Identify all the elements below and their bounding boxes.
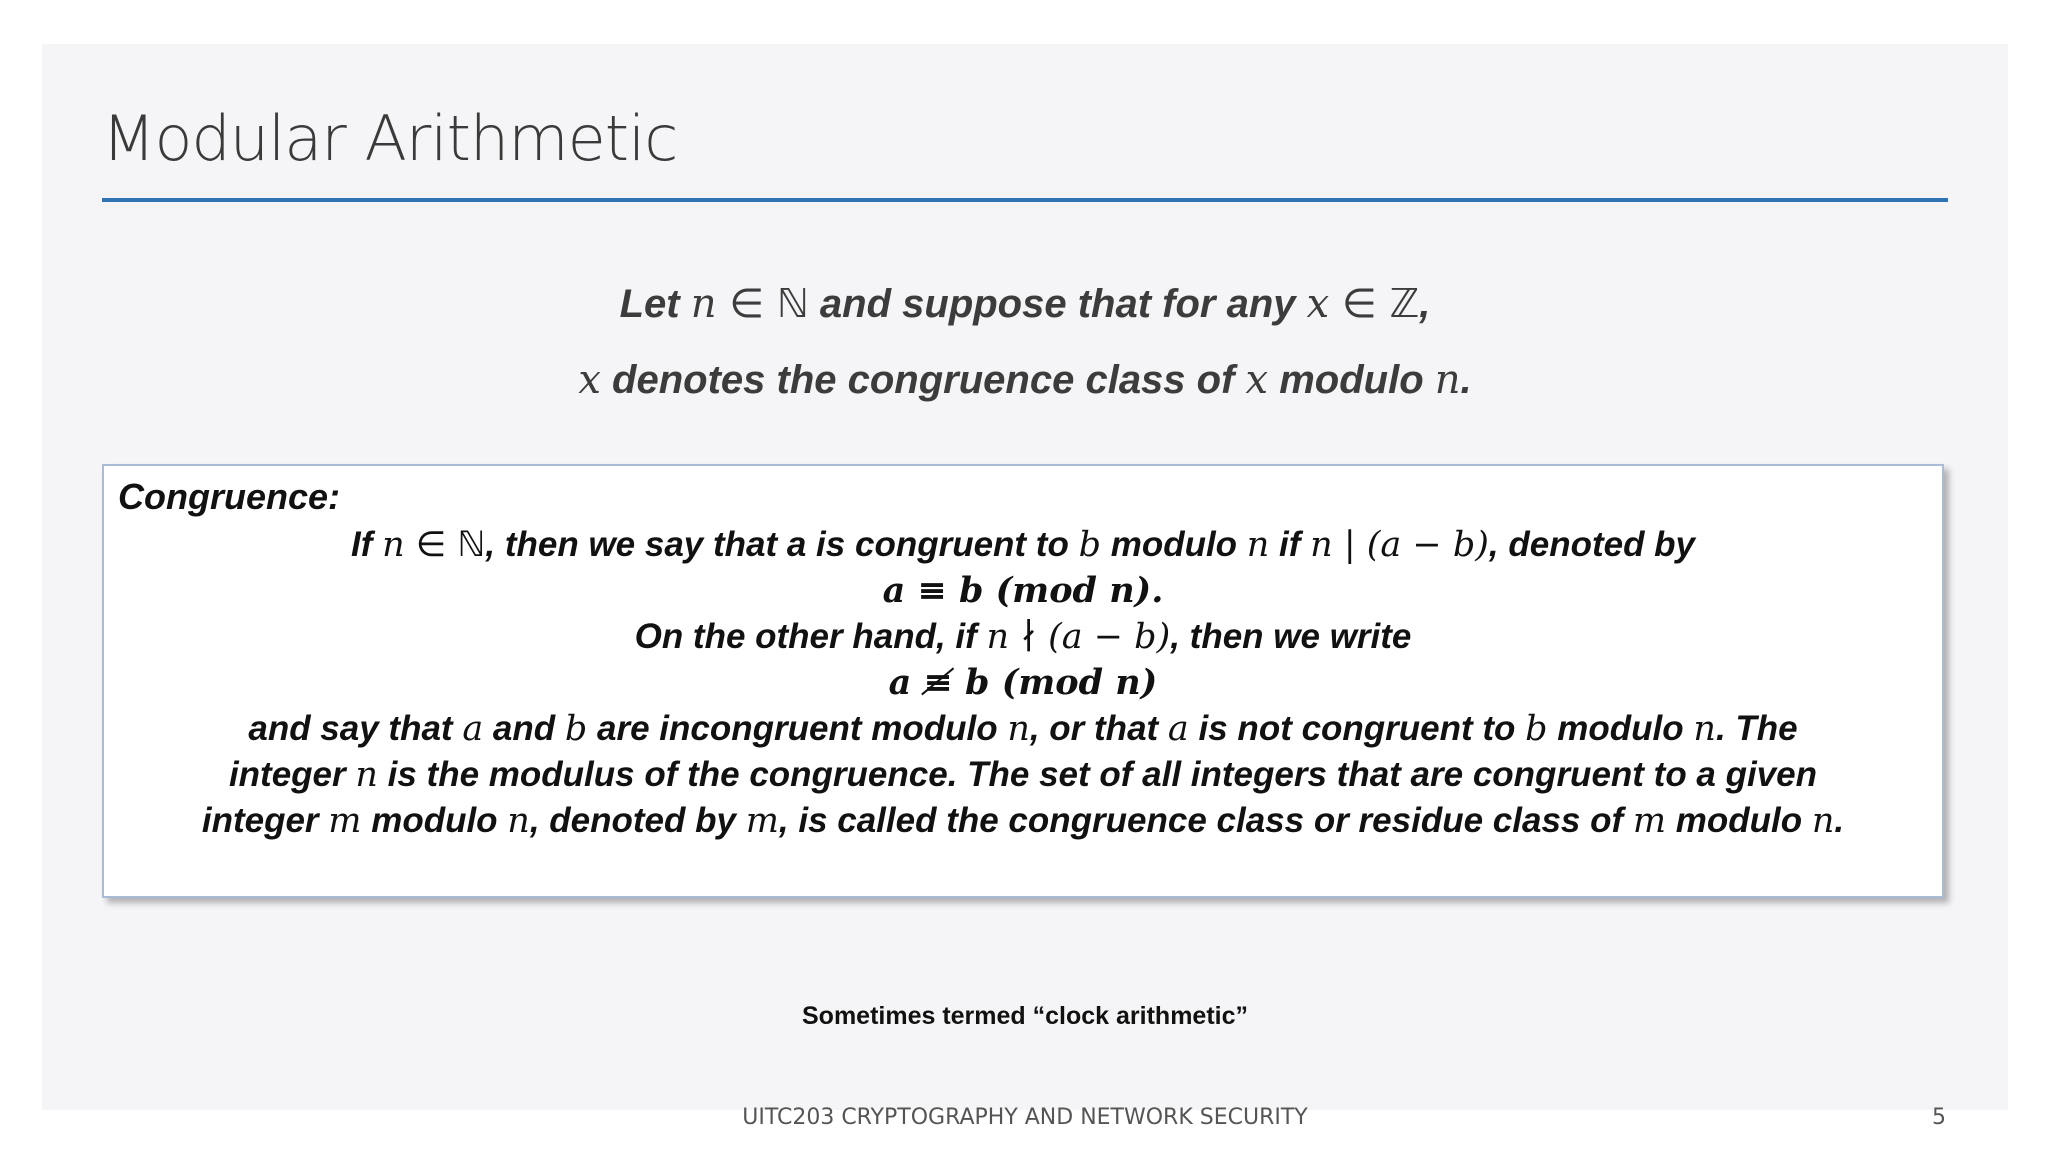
text-denoted-by: , denoted by (1488, 525, 1696, 564)
text-segment: . (1834, 801, 1845, 840)
congruence-definition-box (102, 464, 1944, 898)
math-n: n (355, 755, 378, 795)
text-segment: are incongruent modulo (587, 709, 1008, 748)
math-in-naturals: ∈ ℕ (404, 525, 486, 565)
text-if: if (1269, 525, 1311, 564)
title-divider (102, 198, 1948, 202)
math-m: m (745, 801, 779, 841)
text-segment: and (483, 709, 565, 748)
congruence-formula: a ≡ b (mod n). (882, 570, 1164, 611)
math-in-integers: ∈ ℤ (1329, 281, 1420, 327)
text-segment: , or that (1029, 709, 1168, 748)
intro-line-1 (42, 266, 2008, 342)
definition-line-3 (104, 614, 1942, 660)
text-segment: and say that (248, 709, 463, 748)
definition-line-7 (104, 798, 1942, 844)
intro-line-2 (42, 342, 2008, 418)
text-segment: modulo (361, 801, 508, 840)
page-number: 5 (1932, 1105, 1946, 1130)
math-b: b (1078, 525, 1101, 565)
math-m: m (1632, 801, 1667, 841)
slide (42, 44, 2008, 1130)
math-n: n (382, 525, 405, 565)
text-segment: , denoted by (529, 801, 746, 840)
text-segment: , is called the congruence class or residue class of (778, 801, 1633, 840)
text-then: , then we say that a is congruent to (485, 525, 1079, 564)
intro-text (42, 266, 2008, 418)
text-segment: integer (228, 755, 356, 794)
math-n: n (1434, 357, 1461, 403)
definition-line-6 (104, 752, 1942, 798)
math-b: b (564, 709, 588, 749)
box-body (104, 522, 1942, 844)
intro-text-suppose: and suppose that for any (808, 282, 1307, 326)
text-segment: integer (201, 801, 329, 840)
math-n-not-divides: n ∤ (a − b) (986, 617, 1171, 657)
math-n: n (507, 801, 530, 841)
text-if: If (350, 525, 383, 564)
intro-comma: , (1419, 282, 1431, 326)
math-n: n (1693, 709, 1716, 749)
definition-line-5 (104, 706, 1942, 752)
slide-title: Modular Arithmetic (102, 102, 678, 175)
text-segment: . The (1715, 709, 1798, 748)
intro-text-let: Let (619, 282, 691, 326)
footer-course-title: UITC203 CRYPTOGRAPHY AND NETWORK SECURITY (742, 1105, 1308, 1130)
math-n: n (1811, 801, 1835, 841)
math-n-divides-a-minus-b: n | (a − b) (1310, 525, 1489, 565)
math-x: x (1245, 357, 1269, 403)
intro-text-denotes: denotes the congruence class of (600, 358, 1246, 402)
box-heading: Congruence: (118, 476, 341, 517)
intro-period: . (1460, 358, 1472, 402)
math-n: n (1007, 709, 1030, 749)
text-other-hand: On the other hand, if (634, 617, 987, 656)
text-then-we-write: , then we write (1170, 617, 1412, 656)
math-in-naturals: ∈ ℕ (716, 281, 809, 327)
text-segment: modulo (1547, 709, 1694, 748)
math-n: n (1246, 525, 1270, 565)
incongruence-formula: a ≢ b (mod n) (888, 662, 1158, 703)
math-a: a (1167, 709, 1189, 749)
clock-arithmetic-note: Sometimes termed “clock arithmetic” (802, 1002, 1248, 1030)
math-n: n (690, 281, 717, 327)
intro-text-modulo: modulo (1268, 358, 1435, 402)
math-x: x (578, 357, 601, 403)
math-b: b (1525, 709, 1548, 749)
text-segment: is the modulus of the congruence. The set of all integers that are congruent to a given (377, 755, 1818, 794)
definition-line-1 (104, 522, 1942, 568)
text-segment: is not congruent to (1188, 709, 1526, 748)
math-m: m (328, 801, 362, 841)
text-modulo: modulo (1100, 525, 1247, 564)
text-segment: modulo (1666, 801, 1812, 840)
math-a: a (462, 709, 484, 749)
math-x: x (1306, 281, 1330, 327)
